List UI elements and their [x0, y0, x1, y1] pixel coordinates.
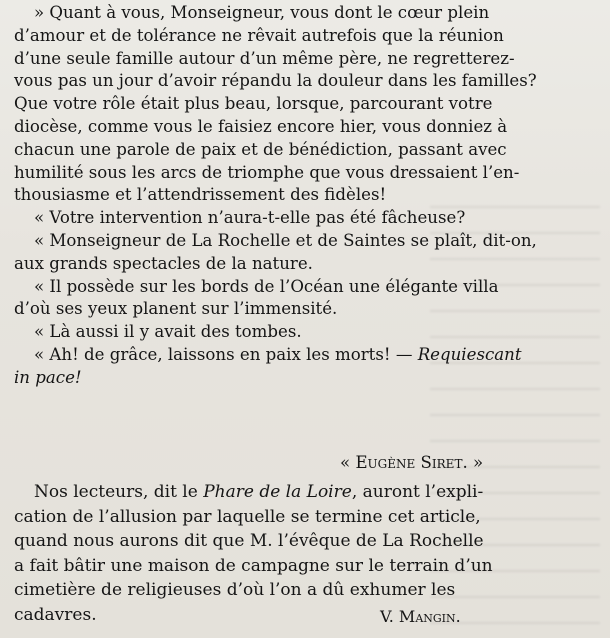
signature-suffix: . »: [462, 453, 484, 472]
paragraph-line: [14, 480, 598, 505]
article-body: [14, 2, 598, 390]
signature-name: Eugène Siret: [355, 453, 463, 472]
text-line: thousiasme et l’attendrissement des fidèles!: [14, 185, 387, 205]
text-line: aux grands spectacles de la nature.: [14, 253, 313, 273]
text-line: quand nous aurons dit que M. l’évêque de La Rochelle: [14, 531, 484, 551]
paragraph-line: [14, 505, 598, 530]
text-line: « Monseigneur de La Rochelle et de Saintes se plaît, dit-on,: [34, 230, 537, 250]
italic-title: Phare de la Loire: [203, 482, 352, 502]
text-line: « Ah! de grâce, laissons en paix les morts! —: [34, 344, 418, 364]
paragraph-line: [14, 230, 598, 253]
text-line: chacun une parole de paix et de bénédiction, passant avec: [14, 139, 507, 159]
signature-name: V. Mangin.: [380, 607, 461, 626]
paragraph-line: [14, 344, 598, 367]
text-line: humilité sous les arcs de triomphe que vous dressaient l’en-: [14, 162, 520, 182]
paragraph-line: [14, 603, 598, 628]
paragraph-line: [14, 2, 598, 25]
editor-note: [14, 480, 598, 627]
paragraph-line: [14, 253, 598, 276]
text-line: d’une seule famille autour d’un même père, ne regretterez-: [14, 48, 515, 68]
paragraph-line: [14, 48, 598, 71]
text-line: d’amour et de tolérance ne rêvait autrefois que la réunion: [14, 25, 504, 45]
paragraph-line: [14, 70, 598, 93]
text-line: d’où ses yeux planent sur l’immensité.: [14, 299, 338, 319]
text-line: cadavres.: [14, 604, 97, 625]
paragraph-line: [14, 25, 598, 48]
signature-prefix: «: [340, 453, 356, 472]
paragraph-line: [14, 207, 598, 230]
note-signature: [380, 607, 461, 626]
paragraph-line: [14, 184, 598, 207]
paragraph-line: [14, 529, 598, 554]
paragraph-line: [14, 321, 598, 344]
text-line: cimetière de religieuses d’où l’on a dû exhumer les: [14, 580, 456, 600]
paragraph-line: [14, 162, 598, 185]
text-line: « Là aussi il y avait des tombes.: [34, 322, 302, 342]
text-line: « Votre intervention n’aura-t-elle pas été fâcheuse?: [34, 208, 466, 228]
text-line: a fait bâtir une maison de campagne sur le terrain d’un: [14, 555, 493, 576]
text-line: diocèse, comme vous le faisiez encore hier, vous donniez à: [14, 116, 508, 136]
italic-phrase: in pace!: [14, 367, 82, 387]
paragraph-line: [14, 578, 598, 603]
paragraph-line: [14, 367, 598, 390]
text-line: » Quant à vous, Monseigneur, vous dont le cœur plein: [34, 3, 490, 22]
paragraph-line: [14, 554, 598, 579]
text-line: vous pas un jour d’avoir répandu la douleur dans les familles?: [14, 71, 537, 91]
italic-phrase: Requiescant: [417, 344, 522, 364]
paragraph-line: [14, 93, 598, 116]
paragraph-line: [14, 276, 598, 299]
paragraph-line: [14, 139, 598, 162]
text-line: Nos lecteurs, dit le: [34, 482, 204, 502]
text-line: Que votre rôle était plus beau, lorsque, parcourant votre: [14, 94, 493, 114]
text-line: cation de l’allusion par laquelle se termine cet article,: [14, 506, 481, 527]
text-line: « Il possède sur les bords de l’Océan une élégante villa: [34, 276, 499, 296]
text-line: , auront l’expli-: [351, 482, 484, 502]
article-signature: [340, 453, 483, 472]
paragraph-line: [14, 298, 598, 321]
paragraph-line: [14, 116, 598, 139]
